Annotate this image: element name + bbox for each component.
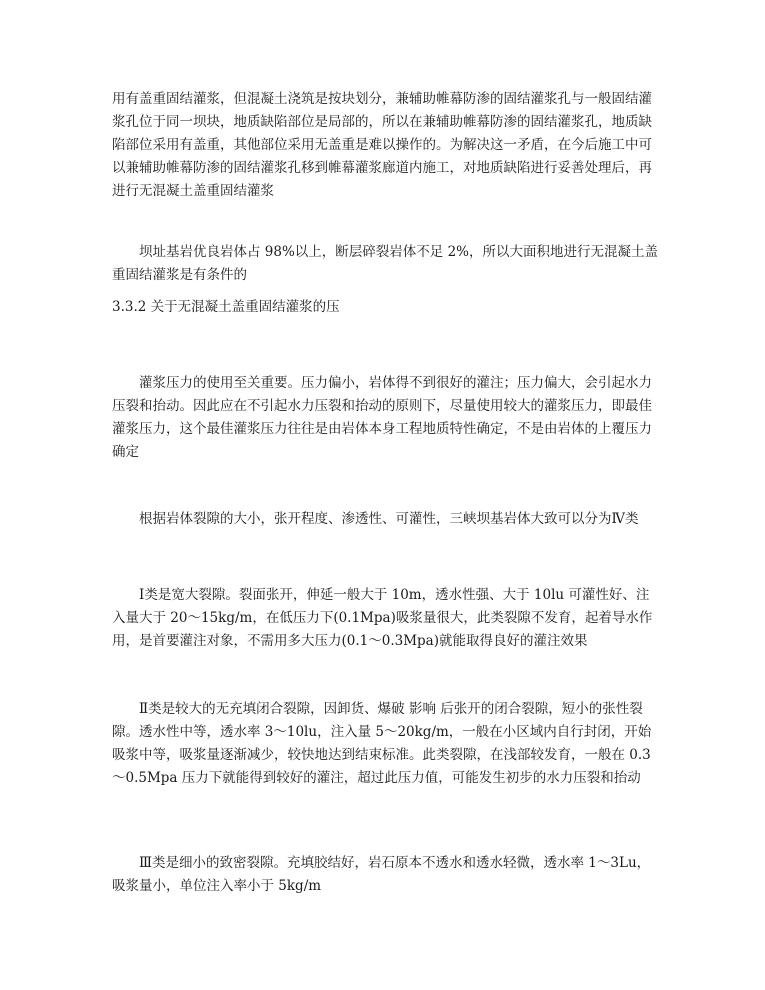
- paragraph-consolidation-grouting-cover: 用有盖重固结灌浆，但混凝土浇筑是按块划分，兼辅助帷幕防渗的固结灌浆孔与一般固结灌浆孔位于同一坝块，地质缺陷部位是局部的，所以在兼辅助帷幕防渗的固结灌浆孔，地质缺陷部位采用有盖重，其他部位采用无盖重是难以操作的。为解决这一矛盾，在今后施工中可以兼辅助帷幕防渗的固结灌浆孔移到帷幕灌浆廊道内施工，对地质缺陷进行妥善处理后，再进行无混凝土盖重固结灌浆: [112, 91, 652, 199]
- paragraph-class-1-fractures: Ⅰ类是宽大裂隙。裂面张开，伸延一般大于 10m，透水性强、大于 10lu 可灌性好、注入量大于 20～15kg/m，在低压力下(0.1Mpa)吸浆量很大，此类裂隙不发育，起着导水作用，是首要灌注对象，不需用多大压力(0.1～0.3Mpa)就能取得良好的灌注效果: [112, 587, 653, 649]
- section-heading-3-3-2: 3.3.2 关于无混凝土盖重固结灌浆的压: [112, 299, 340, 315]
- paragraph-class-3-fractures: Ⅲ类是细小的致密裂隙。充填胶结好，岩石原本不透水和透水轻微，透水率 1～3Lu，吸浆量小，单位注入率小于 5kg/m: [112, 855, 651, 894]
- paragraph-fracture-classification: 根据岩体裂隙的大小，张开程度、渗透性、可灌性，三峡坝基岩体大致可以分为Ⅳ类: [139, 511, 639, 527]
- paragraph-class-2-fractures: Ⅱ类是较大的无充填闭合裂隙，因卸货、爆破 影响 后张开的闭合裂隙，短小的张性裂隙。透水性中等，透水率 3～10lu，注入量 5～20kg/m，一般在小区域内自行封闭，开始吸浆中等，吸浆量逐渐减少，较快地达到结束标准。此类裂隙，在浅部较发育，一般在 0.3～0.5Mpa 压力下就能得到较好的灌注，超过此压力值，可能发生初步的水力压裂和抬动: [112, 701, 652, 786]
- paragraph-bedrock-quality: 坝址基岩优良岩体占 98%以上，断层碎裂岩体不足 2%，所以大面积地进行无混凝土盖重固结灌浆是有条件的: [112, 244, 659, 283]
- paragraph-grouting-pressure: 灌浆压力的使用至关重要。压力偏小，岩体得不到很好的灌注；压力偏大，会引起水力压裂和抬动。因此应在不引起水力压裂和抬动的原则下，尽量使用较大的灌浆压力，即最佳灌浆压力，这个最佳灌浆压力往往是由岩体本身工程地质特性确定，不是由岩体的上覆压力确定: [112, 375, 652, 460]
